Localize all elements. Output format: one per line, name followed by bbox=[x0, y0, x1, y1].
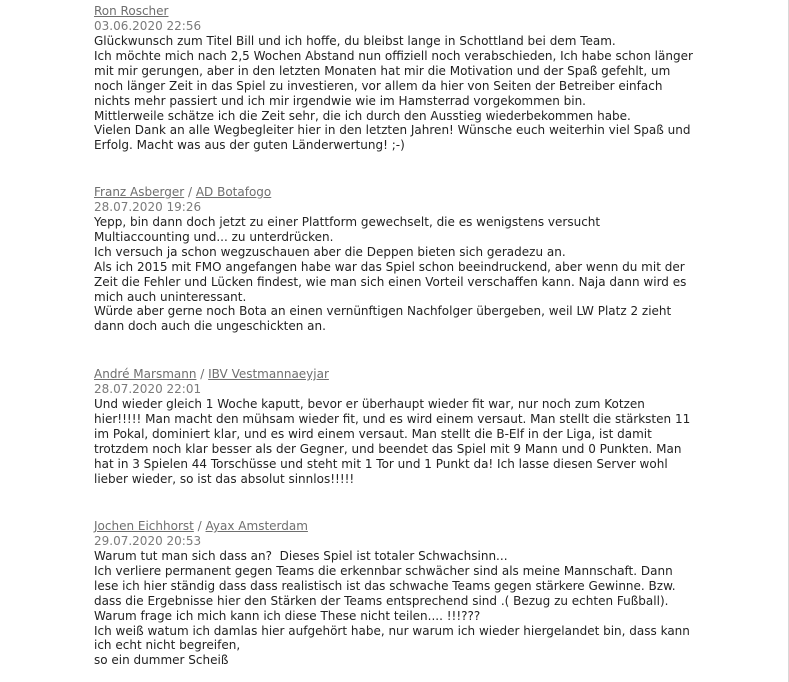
club-link[interactable]: AD Botafogo bbox=[195, 185, 272, 199]
comment-text-line: Erfolg. Macht was aus der guten Länderwertung! ;-) bbox=[94, 138, 405, 153]
comment-text-line: Ich möchte mich nach 2,5 Wochen Abstand nun offiziell noch verabschieden, Ich habe schon länger bbox=[94, 48, 693, 63]
club-link[interactable]: Ayax Amsterdam bbox=[205, 519, 308, 533]
comment-date: 29.07.2020 20:53 bbox=[94, 534, 202, 548]
comment-text-line: hier!!!!! Man macht den mühsam wieder fit, und es wird einem versaut. Man stellt die stärksten 11 bbox=[94, 411, 691, 426]
comment-text-line: ich echt nicht begreifen, bbox=[94, 638, 241, 653]
comment-date: 28.07.2020 19:26 bbox=[94, 200, 202, 214]
comment-text-line: Mittlerweile schätze ich die Zeit sehr, die ich durch den Ausstieg wiederbekommen habe. bbox=[94, 108, 631, 123]
comment-text-line: Ich weiß watum ich damlas hier aufgehört habe, nur warum ich wieder hiergelandet bin, dass kann bbox=[94, 623, 690, 638]
comment-author-line bbox=[94, 367, 784, 382]
comment-text-line: nichts mehr passiert und ich mir irgendwie wie im Hamsterrad vorgekommen bin. bbox=[94, 93, 586, 108]
comment-text-line: dass die Ergebnisse hier den Stärken der Teams entsprechend sind .( Bezug zu echten Fußball). bbox=[94, 593, 669, 608]
comment-text-line: Vielen Dank an alle Wegbegleiter hier in den letzten Jahren! Wünsche euch weiterhin viel Spaß und bbox=[94, 123, 691, 138]
author-club-separator: / bbox=[187, 185, 196, 199]
comment-entry bbox=[94, 4, 784, 153]
comment-text-line: Multiaccounting und... zu unterdrücken. bbox=[94, 229, 334, 244]
author-link[interactable]: Ron Roscher bbox=[94, 4, 169, 18]
comment-text-line: Ich verliere permanent gegen Teams die erkennbar schwächer sind als meine Mannschaft. Dann bbox=[94, 563, 673, 578]
comment-text-line: Zeit die Fehler und Lücken findest, wie man sich einen Vorteil verschaffen kann. Naja dann wird es bbox=[94, 274, 687, 289]
comment-text-line: Ich versuch ja schon wegzuschauen aber die Deppen bieten sich geradezu an. bbox=[94, 244, 566, 259]
author-link[interactable]: Franz Asberger bbox=[94, 185, 185, 199]
author-club-separator: / bbox=[200, 367, 209, 381]
comment-text-line: im Pokal, dominiert klar, und es wird einem versaut. Man stellt die B-Elf in der Liga, ist damit bbox=[94, 426, 652, 441]
comment-text-line: lieber wieder, so ist das absolut sinnlos!!!!! bbox=[94, 471, 355, 486]
author-link[interactable]: André Marsmann bbox=[94, 367, 197, 381]
comment-body bbox=[94, 549, 784, 668]
comment-entry bbox=[94, 367, 784, 486]
comment-text-line: lese ich hier ständig dass dass realistisch ist das schwache Teams gegen stärkere Gewinne. Bzw. bbox=[94, 578, 676, 593]
author-link[interactable]: Jochen Eichhorst bbox=[94, 519, 194, 533]
comment-text-line: mit mir gerungen, aber in den letzten Monaten hat mir die Motivation und der Spaß gefehlt, um bbox=[94, 63, 671, 78]
comment-text-line: hat in 3 Spielen 44 Torschüsse und steht mit 1 Tor und 1 Punkt da! Ich lasse diesen Server wohl bbox=[94, 456, 668, 471]
comment-author-line bbox=[94, 519, 784, 534]
comment-date: 28.07.2020 22:01 bbox=[94, 382, 202, 396]
author-club-separator: / bbox=[197, 519, 206, 533]
comment-author-line bbox=[94, 4, 784, 19]
comment-body bbox=[94, 34, 784, 153]
comment-text-line: Als ich 2015 mit FMO angefangen habe war das Spiel schon beeindruckend, aber wenn du mit der bbox=[94, 259, 685, 274]
comment-text-line: Glückwunsch zum Titel Bill und ich hoffe, du bleibst lange in Schottland bei dem Team. bbox=[94, 34, 616, 48]
comment-date: 03.06.2020 22:56 bbox=[94, 19, 202, 33]
comment-text-line: trotzdem noch klar besser als der Gegner, und beendet das Spiel mit 9 Mann und 0 Punkten. Man bbox=[94, 441, 682, 456]
comment-text-line: so ein dummer Scheiß bbox=[94, 653, 229, 668]
comment-text-line: noch länger Zeit in das Spiel zu investieren, vor allem da hier von Seiten der Betreiber einfach bbox=[94, 78, 663, 93]
comment-text-line: Yepp, bin dann doch jetzt zu einer Plattform gewechselt, die es wenigstens versucht bbox=[94, 215, 601, 229]
comment-text-line: Würde aber gerne noch Bota an einen vernünftigen Nachfolger übergeben, weil LW Platz 2 zieht bbox=[94, 304, 672, 319]
comment-body bbox=[94, 215, 784, 334]
comment-text-line: Warum frage ich mich kann ich diese These nicht teilen.... !!!??? bbox=[94, 608, 481, 623]
comment-text-line: dann doch auch die ungeschickten an. bbox=[94, 319, 326, 334]
comment-entry bbox=[94, 185, 784, 334]
comment-text-line: Warum tut man sich dass an? Dieses Spiel ist totaler Schwachsinn... bbox=[94, 549, 508, 563]
comment-text-line: mich auch uninteressant. bbox=[94, 289, 247, 304]
comment-author-line bbox=[94, 185, 784, 200]
comment-text-line: Und wieder gleich 1 Woche kaputt, bevor er überhaupt wieder fit war, nur noch zum Kotzen bbox=[94, 397, 645, 411]
comment-body bbox=[94, 397, 784, 486]
comment-entry bbox=[94, 519, 784, 668]
club-link[interactable]: IBV Vestmannaeyjar bbox=[208, 367, 329, 381]
